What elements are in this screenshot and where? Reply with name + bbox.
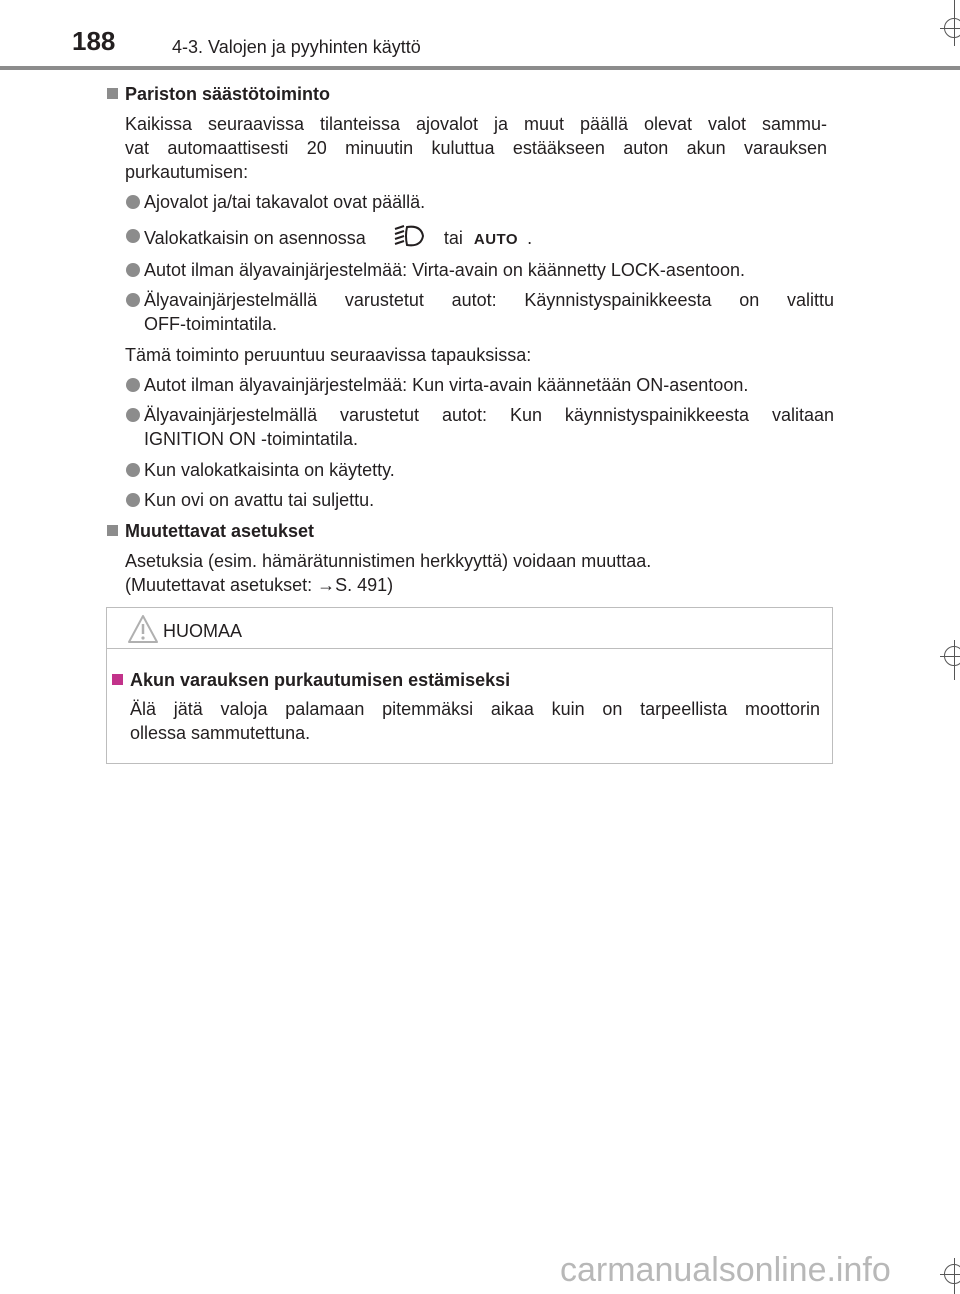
headlight-icon — [393, 224, 425, 254]
arrow-right-icon: → — [317, 575, 336, 595]
custom-settings-ref-prefix: (Muutettavat asetukset: — [125, 575, 318, 595]
notice-heading: Akun varauksen purkautumisen estämiseksi — [112, 668, 510, 692]
bullet-icon — [126, 229, 140, 243]
page-number: 188 — [72, 26, 116, 56]
cancel-intro: Tämä toiminto peruuntuu seuraavissa tapauksissa: — [125, 345, 532, 365]
intro-line-3: purkautumisen: — [125, 162, 249, 182]
bullet-icon — [126, 493, 140, 507]
section-heading-custom-settings: Muutettavat asetukset — [107, 519, 314, 543]
crop-mark-top-right-circle — [944, 18, 960, 38]
bullet-icon — [126, 263, 140, 277]
bullet-icon — [126, 408, 140, 422]
condition-2-text: Valokatkaisin on asennossa — [144, 227, 366, 248]
notice-square-icon — [112, 674, 123, 685]
notice-line-2: ollessa sammutettuna. — [130, 723, 311, 743]
watermark: carmanualsonline.info — [560, 1251, 891, 1289]
bullet-icon — [126, 293, 140, 307]
warning-triangle-icon — [127, 614, 159, 649]
condition-1: Ajovalot ja/tai takavalot ovat päällä. — [144, 192, 426, 212]
bullet-icon — [126, 463, 140, 477]
crop-mark-mid-right-circle — [944, 646, 960, 666]
section-square-icon — [107, 525, 118, 536]
condition-3: Autot ilman älyavainjärjestelmää: Virta-avain on käännetty LOCK-asentoon. — [144, 260, 745, 280]
cancel-item-2-line-2: IGNITION ON -toimintatila. — [144, 429, 359, 449]
notice-label: HUOMAA — [163, 621, 243, 641]
page-reference-link[interactable]: S. 491) — [335, 575, 394, 595]
condition-2-or: tai — [443, 227, 463, 248]
condition-2 — [144, 224, 532, 254]
condition-4-line-2: OFF-toimintatila. — [144, 314, 278, 334]
condition-4-line-1: Älyavainjärjestelmällä varustetut autot: Käynnistyspainikkeesta on valittu — [144, 290, 834, 310]
section-square-icon — [107, 88, 118, 99]
intro-line-1: Kaikissa seuraavissa tilanteissa ajovalot ja muut päällä olevat valot sammu- — [125, 114, 827, 134]
cancel-item-3: Kun valokatkaisinta on käytetty. — [144, 460, 395, 480]
notice-line-1: Älä jätä valoja palamaan pitemmäksi aikaa kuin on tarpeellista moottorin — [130, 699, 820, 719]
bullet-icon — [126, 378, 140, 392]
crop-mark-bottom-right-circle — [944, 1264, 960, 1284]
header-rule — [0, 66, 960, 70]
section-heading-battery-saver: Pariston säästötoiminto — [107, 82, 330, 106]
notice-divider — [107, 648, 832, 649]
custom-settings-line-2 — [125, 573, 393, 597]
intro-line-2: vat automaattisesti 20 minuutin kuluttua estääkseen auton akun varauksen — [125, 138, 827, 158]
cancel-item-1: Autot ilman älyavainjärjestelmää: Kun virta-avain käännetään ON-asentoon. — [144, 375, 749, 395]
chapter-title: 4-3. Valojen ja pyyhinten käyttö — [172, 37, 421, 57]
cancel-item-2-line-1: Älyavainjärjestelmällä varustetut autot: Kun käynnistyspainikkeesta valitaan — [144, 405, 834, 425]
auto-switch-label: AUTO — [473, 230, 519, 248]
bullet-icon — [126, 195, 140, 209]
custom-settings-line-1: Asetuksia (esim. hämärätunnistimen herkkyyttä) voidaan muuttaa. — [125, 551, 652, 571]
condition-2-period: . — [527, 227, 533, 248]
cancel-item-4: Kun ovi on avattu tai suljettu. — [144, 490, 375, 510]
